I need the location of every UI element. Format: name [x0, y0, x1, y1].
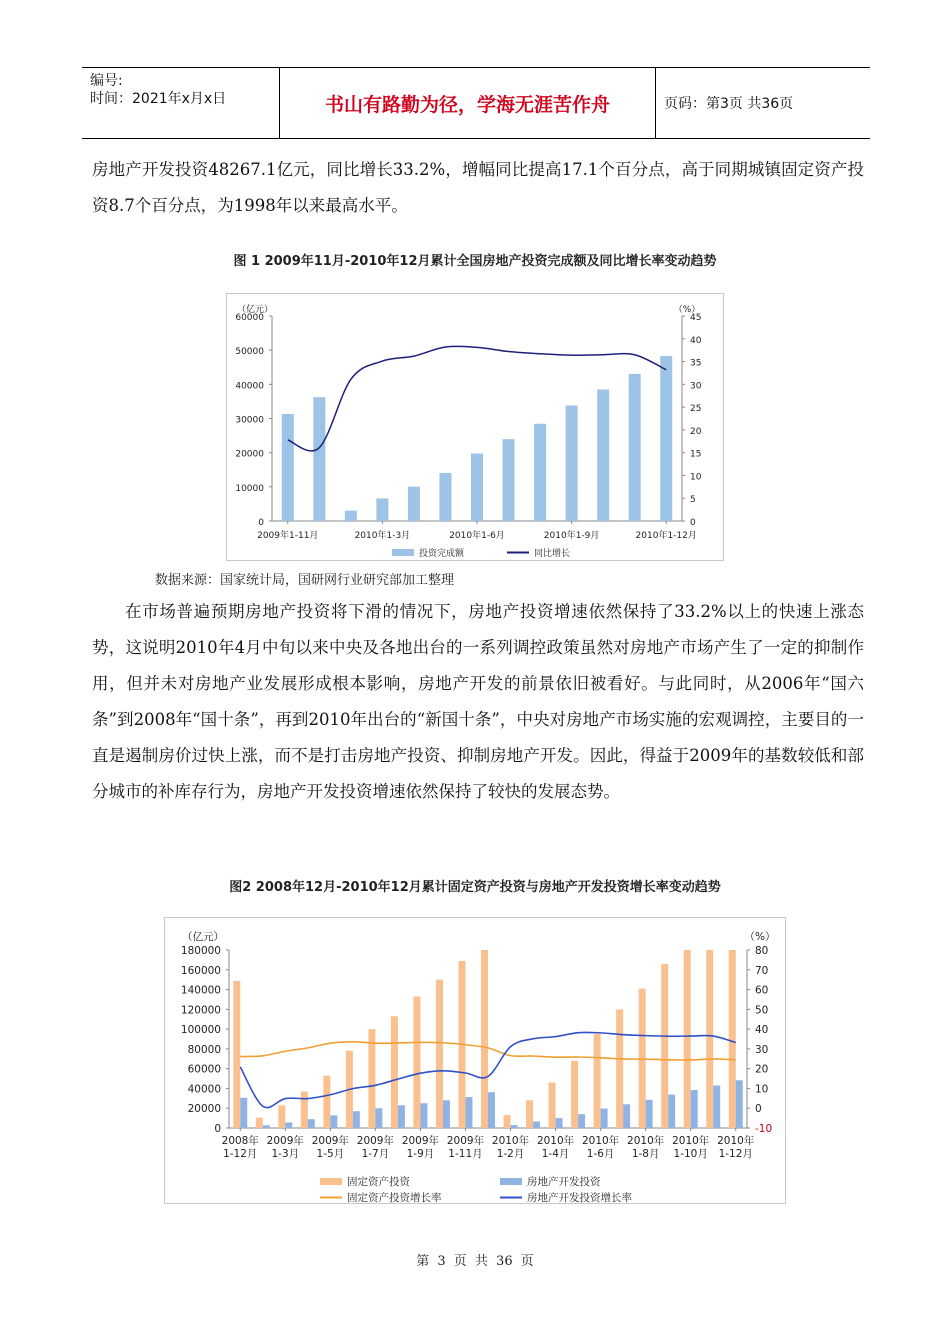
bar-primary [413, 996, 420, 1128]
x-tick-label: 2009年 [446, 1135, 485, 1147]
bar-primary [471, 454, 483, 521]
bar-primary [549, 1083, 556, 1128]
x-tick-label: 1-8月 [631, 1148, 660, 1160]
bar-primary [233, 981, 240, 1128]
bar-secondary [353, 1111, 360, 1128]
left-axis-unit: （亿元） [236, 305, 274, 315]
right-y-tick-label: 40 [755, 1024, 769, 1037]
right-y-tick-label: 0 [755, 1103, 762, 1116]
left-y-tick-label: 60000 [235, 313, 264, 323]
legend-swatch-bar [320, 1178, 342, 1185]
left-y-tick-label: 40000 [235, 381, 264, 392]
left-y-tick-label: 120000 [180, 1004, 221, 1017]
bar-primary [660, 356, 672, 521]
x-tick-label: 1-5月 [316, 1148, 345, 1160]
left-y-tick-label: 80000 [187, 1043, 221, 1056]
bar-secondary [375, 1108, 382, 1128]
page-header [82, 67, 870, 139]
x-tick-label: 2010年 [536, 1135, 575, 1147]
right-y-tick-label: -10 [755, 1123, 773, 1135]
left-y-tick-label: 100000 [180, 1024, 221, 1037]
right-axis-unit: （%） [744, 931, 776, 943]
paragraph-1: 房地产开发投资48267.1亿元，同比增长33.2%，增幅同比提高17.1个百分点，高于同期城镇固定资产投资8.7个百分点，为1998年以来最高水平。 [92, 160, 864, 215]
bar-primary [368, 1029, 375, 1128]
figure-1-chart-svg [227, 294, 723, 560]
x-tick-label: 1-7月 [361, 1148, 390, 1160]
left-y-tick-label: 20000 [235, 449, 264, 460]
bar-primary [706, 950, 713, 1128]
header-motto: 书山有路勤为径，学海无涯苦作舟 [280, 68, 656, 138]
bar-secondary [330, 1115, 337, 1128]
x-tick-label: 2010年1-9月 [543, 531, 600, 541]
x-tick-label: 1-9月 [406, 1148, 435, 1160]
page-footer: 第 3 页 共 36 页 [416, 1254, 534, 1269]
bar-secondary [398, 1105, 405, 1128]
bar-primary [282, 414, 294, 521]
bar-secondary [488, 1092, 495, 1128]
right-y-tick-label: 15 [690, 449, 702, 460]
bar-secondary [308, 1119, 315, 1128]
x-tick-label: 1-6月 [586, 1148, 615, 1160]
bar-primary [376, 498, 388, 521]
left-y-tick-label: 60000 [187, 1063, 221, 1076]
bar-secondary [578, 1114, 585, 1128]
bar-primary [391, 1016, 398, 1128]
right-y-tick-label: 45 [690, 313, 702, 323]
legend-label: 固定资产投资 [347, 1176, 410, 1188]
legend-swatch-bar [500, 1178, 522, 1185]
bar-secondary [443, 1100, 450, 1128]
left-y-tick-label: 180000 [180, 945, 221, 957]
legend-label: 同比增长 [534, 549, 571, 559]
figure-2-caption: 图2 2008年12月-2010年12月累计固定资产投资与房地产开发投资增长率变动趋势 [229, 880, 721, 895]
legend-label: 投资完成额 [419, 549, 465, 559]
left-y-tick-label: 160000 [180, 964, 221, 977]
right-axis-unit: （%） [673, 305, 701, 315]
left-y-tick-label: 0 [258, 518, 264, 528]
header-meta [82, 68, 280, 138]
figure-2-chart [164, 917, 786, 1204]
left-y-tick-label: 40000 [187, 1083, 221, 1096]
right-y-tick-label: 25 [690, 404, 702, 415]
bar-primary [301, 1092, 308, 1128]
right-y-tick-label: 20 [755, 1063, 769, 1076]
x-tick-label: 2010年1-12月 [635, 531, 697, 541]
document-number-label: 编号: [90, 73, 123, 89]
x-tick-label: 2010年 [627, 1135, 665, 1147]
bar-primary [629, 374, 641, 521]
bar-primary [436, 980, 443, 1128]
bar-primary [313, 397, 325, 521]
bar-secondary [623, 1104, 630, 1128]
left-axis-unit: （亿元） [182, 931, 224, 943]
right-y-tick-label: 10 [690, 472, 702, 483]
legend-swatch-bar [392, 549, 414, 556]
bar-secondary [713, 1085, 720, 1128]
bar-secondary [420, 1103, 427, 1128]
bar-primary [639, 989, 646, 1128]
left-y-tick-label: 50000 [235, 347, 264, 358]
bar-secondary [285, 1122, 292, 1128]
bar-primary [534, 424, 546, 521]
bar-secondary [601, 1109, 608, 1128]
legend-label: 固定资产投资增长率 [347, 1192, 442, 1203]
x-tick-label: 1-11月 [448, 1148, 483, 1160]
x-tick-label: 2010年 [491, 1135, 530, 1147]
right-y-tick-label: 35 [690, 358, 702, 369]
left-y-tick-label: 140000 [180, 984, 221, 997]
left-y-tick-label: 10000 [235, 483, 264, 494]
right-y-tick-label: 10 [755, 1083, 769, 1096]
figure-1-chart [226, 293, 724, 561]
x-tick-label: 1-12月 [718, 1148, 753, 1160]
right-y-tick-label: 60 [755, 984, 769, 997]
legend-label: 房地产开发投资增长率 [527, 1192, 632, 1203]
legend-label: 房地产开发投资 [527, 1176, 601, 1188]
bar-secondary [240, 1098, 247, 1128]
bar-secondary [668, 1095, 675, 1128]
bar-primary [504, 1115, 511, 1128]
x-tick-label: 1-3月 [271, 1148, 300, 1160]
x-tick-label: 2010年 [672, 1135, 710, 1147]
right-y-tick-label: 0 [690, 518, 696, 528]
x-tick-label: 1-2月 [496, 1148, 525, 1160]
bar-secondary [736, 1080, 743, 1128]
bar-primary [481, 950, 488, 1128]
right-y-tick-label: 20 [690, 426, 702, 437]
bar-primary [256, 1118, 263, 1128]
x-tick-label: 2009年1-11月 [257, 531, 319, 541]
bar-primary [616, 1009, 623, 1128]
right-y-tick-label: 40 [690, 335, 702, 346]
document-time-label: 时间：2021年x月x日 [90, 91, 227, 107]
x-tick-label: 2010年1-3月 [354, 531, 411, 541]
figure-1-source: 数据来源：国家统计局，国研网行业研究部加工整理 [155, 573, 455, 588]
x-tick-label: 1-4月 [541, 1148, 570, 1160]
x-tick-label: 2010年 [581, 1135, 620, 1147]
right-y-tick-label: 30 [690, 381, 702, 392]
series-line-1 [288, 346, 666, 451]
right-y-tick-label: 50 [755, 1004, 769, 1017]
bar-primary [526, 1100, 533, 1128]
bar-primary [408, 487, 420, 521]
x-tick-label: 2009年 [266, 1135, 304, 1147]
left-y-tick-label: 20000 [187, 1103, 221, 1116]
x-tick-label: 2009年 [311, 1135, 349, 1147]
x-tick-label: 2010年 [717, 1135, 755, 1147]
x-tick-label: 2008年 [221, 1135, 259, 1147]
bar-secondary [263, 1125, 270, 1128]
bar-primary [439, 473, 451, 521]
bar-primary [597, 389, 609, 521]
x-tick-label: 1-10月 [673, 1148, 708, 1160]
right-y-tick-label: 70 [755, 964, 769, 977]
right-y-tick-label: 30 [755, 1043, 769, 1056]
bar-primary [729, 950, 736, 1128]
right-y-tick-label: 5 [690, 495, 696, 506]
figure-2-chart-svg [165, 918, 785, 1203]
bar-primary [503, 439, 515, 521]
bar-primary [594, 1034, 601, 1128]
header-page-info: 页码：第3页 共36页 [664, 96, 794, 112]
left-y-tick-label: 30000 [235, 415, 264, 426]
left-y-tick-label: 0 [214, 1123, 221, 1135]
x-tick-label: 2009年 [401, 1135, 440, 1147]
bar-primary [571, 1061, 578, 1128]
right-y-tick-label: 80 [755, 945, 769, 957]
bar-secondary [691, 1090, 698, 1128]
x-tick-label: 2009年 [356, 1135, 395, 1147]
bar-primary [278, 1105, 285, 1128]
bar-primary [323, 1076, 330, 1128]
bar-secondary [511, 1125, 518, 1128]
bar-primary [661, 964, 668, 1128]
bar-primary [684, 950, 691, 1128]
bar-primary [566, 405, 578, 521]
figure-1-caption: 图 1 2009年11月-2010年12月累计全国房地产投资完成额及同比增长率变动趋势 [233, 254, 717, 269]
paragraph-2: 在市场普遍预期房地产投资将下滑的情况下，房地产投资增速依然保持了33.2%以上的快速上涨态势，这说明2010年4月中旬以来中央及各地出台的一系列调控政策虽然对房地产市场产生了一定的抑制作用，但并未对房地产业发展形成根本影响，房地产开发的前景依旧被看好。与此同时，从2006年“国六条”到2008年“国十条”，再到2010年出台的“新国十条”，中央对房地产市场实施的宏观调控，主要目的一直是遏制房价过快上涨，而不是打击房地产投资、抑制房地产开发。因此，得益于2009年的基数较低和部分城市的补库存行为，房地产开发投资增速依然保持了较快的发展态势。 [92, 602, 864, 801]
bar-secondary [646, 1100, 653, 1128]
bar-secondary [465, 1097, 472, 1128]
bar-secondary [556, 1118, 563, 1128]
bar-primary [345, 511, 357, 521]
x-tick-label: 1-12月 [223, 1148, 258, 1160]
x-tick-label: 2010年1-6月 [449, 531, 505, 541]
bar-secondary [533, 1121, 540, 1128]
